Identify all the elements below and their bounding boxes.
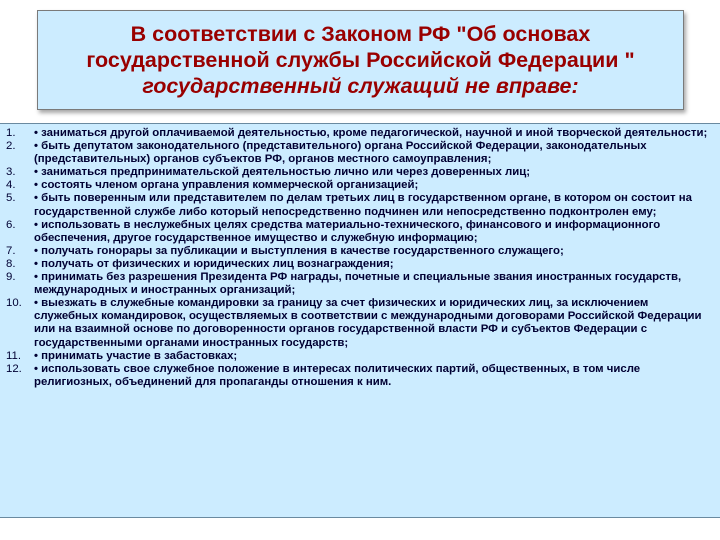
list-item-number: 12.: [6, 362, 22, 375]
list-item: [6, 140, 712, 166]
list-item-text: • заниматься предпринимательской деятельностью лично или через доверенных лиц;: [34, 166, 530, 179]
title-line-3: государственный служащий не вправе:: [142, 74, 579, 98]
list-item: [6, 166, 712, 179]
list-item-text: • выезжать в служебные командировки за границу за счет физических и юридических лиц, за исключением служебных командировок, осуществляемых в соответствии с международными договорами Российской Федерации или на взаимной основе по договоренности органов государственной власти РФ и субъектов Федерации с государственными органами иностранных государств;: [34, 297, 702, 349]
list-item: [6, 297, 712, 349]
list-item: [6, 219, 712, 245]
list-item: [6, 192, 712, 218]
list-item-number: 2.: [6, 140, 16, 153]
list-item-number: 3.: [6, 166, 16, 179]
list-item-number: 4.: [6, 179, 16, 192]
list-item-number: 11.: [6, 349, 21, 362]
list-item: [6, 271, 712, 297]
list-item-number: 10.: [6, 297, 22, 310]
restrictions-list-box: [0, 123, 720, 518]
list-item: [6, 258, 712, 271]
list-item: [6, 179, 712, 192]
list-item-text: • принимать участие в забастовках;: [34, 349, 238, 362]
list-item: [6, 363, 712, 389]
list-item: [6, 350, 712, 363]
list-item-number: 1.: [6, 127, 16, 139]
list-item-number: 9.: [6, 271, 16, 284]
title-box: [37, 10, 684, 110]
list-item-text: • использовать свое служебное положение в интересах политических партий, общественных, в том числе религиозных, объединений для пропаганды отношения к ним.: [34, 362, 641, 388]
list-item-text: • быть депутатом законодательного (представительного) органа Российской Федерации, законодательных (представительных) органов субъектов РФ, органов местного самоуправления;: [34, 140, 647, 166]
list-item-text: • получать от физических и юридических лиц вознаграждения;: [34, 257, 394, 270]
list-item-text: • состоять членом органа управления коммерческой организацией;: [34, 179, 419, 192]
list-item-text: • быть поверенным или представителем по делам третьих лиц в государственном органе, в котором он состоит на государственной службе либо который непосредственно подчинен или непосредственно подконтролен ему;: [34, 192, 692, 218]
title-line-1: В соответствии с Законом РФ "Об основах: [130, 22, 591, 46]
title-line-2: государственной службы Российской Федерации ": [86, 48, 635, 72]
list-item-number: 7.: [6, 244, 16, 257]
list-item: [6, 127, 712, 140]
list-item-number: 5.: [6, 192, 16, 205]
list-item-number: 8.: [6, 257, 16, 270]
list-item-text: • заниматься другой оплачиваемой деятельностью, кроме педагогической, научной и иной творческой деятельности;: [34, 127, 708, 139]
restrictions-list: [6, 127, 712, 389]
list-item-text: • использовать в неслужебных целях средства материально-технического, финансового и информационного обеспечения, другое государственное имущество и служебную информацию;: [34, 218, 661, 244]
list-item: [6, 245, 712, 258]
list-item-text: • принимать без разрешения Президента РФ награды, почетные и специальные звания иностранных государств, международных и иностранных организаций;: [34, 271, 682, 297]
list-item-number: 6.: [6, 218, 16, 231]
list-item-text: • получать гонорары за публикации и выступления в качестве государственного служащего;: [34, 244, 564, 257]
